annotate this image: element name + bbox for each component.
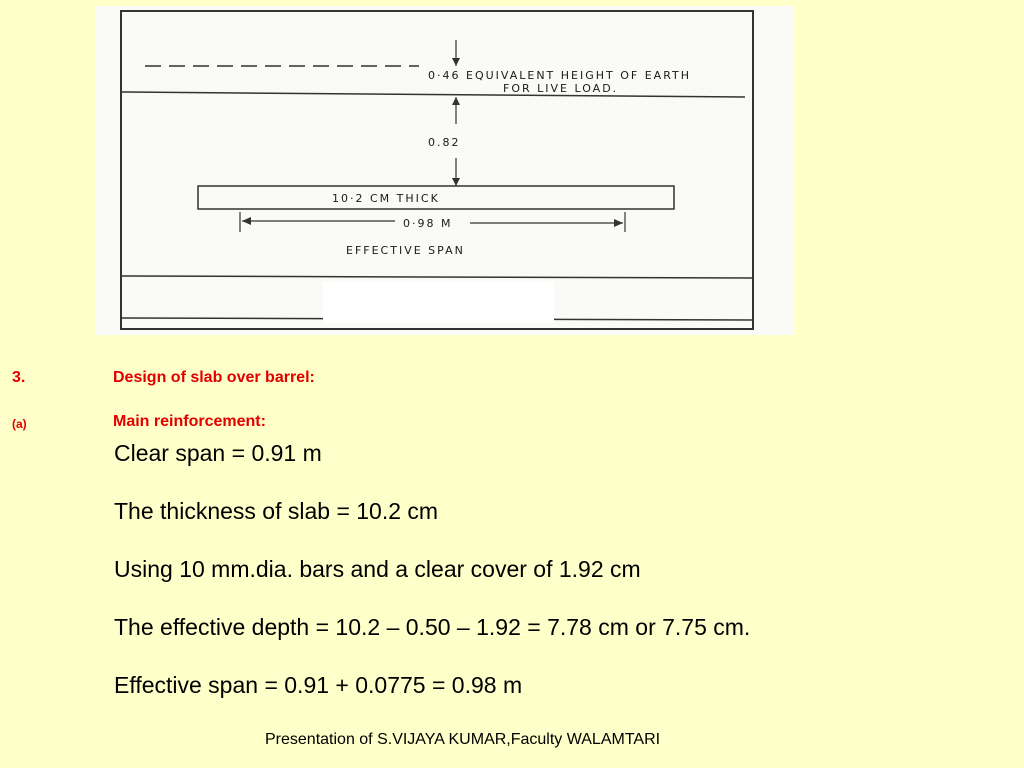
- slab-label: 10·2 CM THICK: [332, 192, 440, 205]
- clear-span-line: Clear span = 0.91 m: [114, 440, 322, 466]
- bars-cover-line: Using 10 mm.dia. bars and a clear cover of 1.92 cm: [114, 556, 641, 582]
- footer-credit: Presentation of S.VIJAYA KUMAR,Faculty WALAMTARI: [265, 731, 661, 748]
- earth-label-line1: 0·46 EQUIVALENT HEIGHT OF EARTH: [428, 69, 692, 82]
- arrow-head-mid: [452, 97, 460, 105]
- effective-depth-line: The effective depth = 10.2 – 0.50 – 1.92 = 7.78 cm or 7.75 cm.: [114, 614, 751, 640]
- section-number: 3.: [12, 369, 26, 386]
- section-title: Design of slab over barrel:: [113, 369, 315, 386]
- span-arrow-left: [242, 217, 251, 225]
- slab-thickness-line: The thickness of slab = 10.2 cm: [114, 498, 439, 524]
- subsection-title: Main reinforcement:: [113, 413, 266, 430]
- span-label: 0·98 M: [403, 217, 453, 230]
- effective-span-line: Effective span = 0.91 + 0.0775 = 0.98 m: [114, 672, 523, 698]
- diagram-frame: [121, 11, 753, 329]
- earth-label-line2: FOR LIVE LOAD.: [503, 82, 619, 95]
- culvert-diagram-drawing: [95, 6, 793, 335]
- culvert-diagram: [95, 6, 793, 335]
- span-arrow-right: [614, 219, 623, 227]
- blank-label-patch: [323, 282, 554, 323]
- arrow-head-top: [452, 58, 460, 66]
- road-surface-line: [121, 92, 745, 97]
- depth-label: 0.82: [428, 136, 461, 149]
- effective-span-label: EFFECTIVE SPAN: [346, 244, 465, 257]
- subsection-number: (a): [12, 417, 27, 431]
- arrow-head-low: [452, 178, 460, 186]
- base-line-upper: [121, 276, 753, 278]
